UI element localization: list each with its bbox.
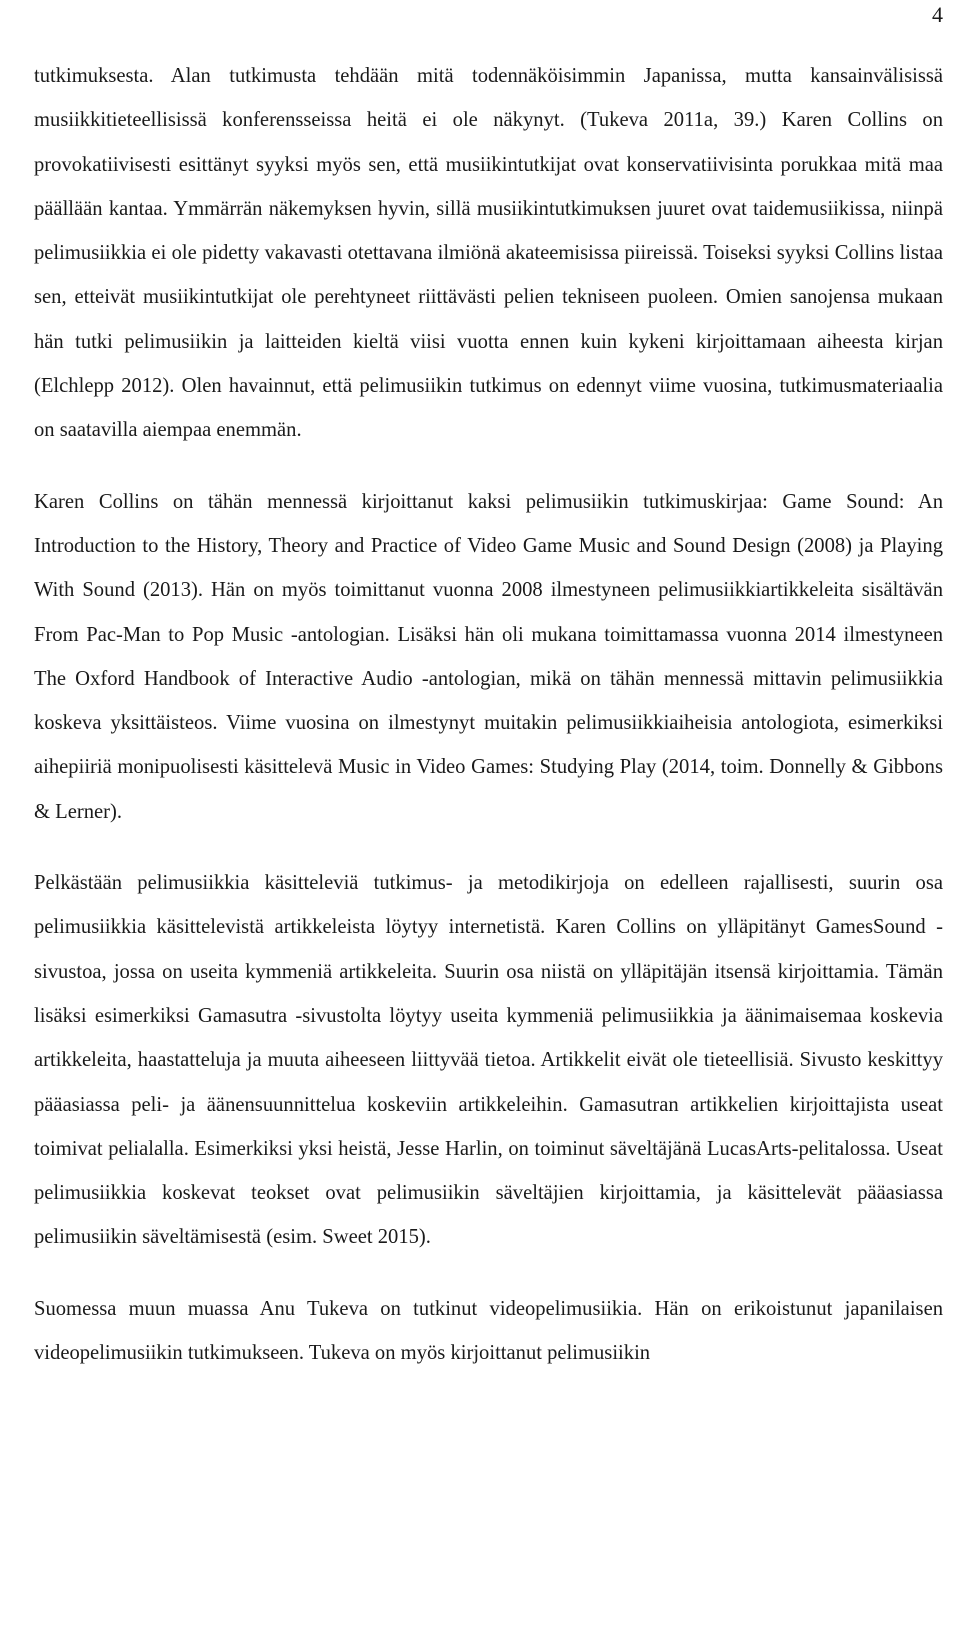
paragraph-2: Karen Collins on tähän mennessä kirjoittanut kaksi pelimusiikin tutkimuskirjaa: Game Sound: An Introduction to the History, Theory and Practice of Video Game Music and Sound Design (2008) ja Playing With Sound (2013). Hän on myös toimittanut vuonna 2008 ilmestyneen pelimusiikkiartikkeleita sisältävän From Pac-Man to Pop Music -antologian. Lisäksi hän oli mukana toimittamassa vuonna 2014 ilmestyneen The Oxford Handbook of Interactive Audio -antologian, mikä on tähän mennessä mittavin pelimusiikkia koskeva yksittäisteos. Viime vuosina on ilmestynyt muitakin pelimusiikkiaiheisia antologiota, esimerkiksi aihepiiriä monipuolisesti käsittelevä Music in Video Games: Studying Play (2014, toim. Donnelly & Gibbons & Lerner).: [34, 490, 943, 823]
document-body: [34, 54, 943, 1375]
paragraph-1: tutkimuksesta. Alan tutkimusta tehdään mitä todennäköisimmin Japanissa, mutta kansainvälisissä musiikkitieteellisissä konferensseissa heitä ei ole näkynyt. (Tukeva 2011a, 39.) Karen Collins on provokatiivisesti esittänyt syyksi myös sen, että musiikintutkijat ovat konservatiivisinta porukkaa mitä maa päällään kantaa. Ymmärrän näkemyksen hyvin, sillä musiikintutkimuksen juuret ovat taidemusiikissa, niinpä pelimusiikkia ei ole pidetty vakavasti otettavana ilmiönä akateemisissa piireissä. Toiseksi syyksi Collins listaa sen, etteivät musiikintutkijat ole perehtyneet riittävästi pelien tekniseen puoleen. Omien sanojensa mukaan hän tutki pelimusiikin ja laitteiden kieltä viisi vuotta ennen kuin kykeni kirjoittamaan aiheesta kirjan (Elchlepp 2012). Olen havainnut, että pelimusiikin tutkimus on edennyt viime vuosina, tutkimusmateriaalia on saatavilla aiempaa enemmän.: [34, 65, 943, 442]
paragraph-4: Suomessa muun muassa Anu Tukeva on tutkinut videopelimusiikia. Hän on erikoistunut japanilaisen videopelimusiikin tutkimukseen. Tukeva on myös kirjoittanut pelimusiikin: [34, 1297, 943, 1365]
page-number: 4: [932, 2, 943, 27]
paragraph-3: Pelkästään pelimusiikkia käsitteleviä tutkimus- ja metodikirjoja on edelleen rajallisesti, suurin osa pelimusiikkia käsittelevistä artikkeleista löytyy internetistä. Karen Collins on ylläpitänyt GamesSound -sivustoa, jossa on useita kymmeniä artikkeleita. Suurin osa niistä on ylläpitäjän itsensä kirjoittamia. Tämän lisäksi esimerkiksi Gamasutra -sivustolta löytyy useita kymmeniä pelimusiikkia ja äänimaisemaa koskevia artikkeleita, haastatteluja ja muuta aiheeseen liittyvää tietoa. Artikkelit eivät ole tieteellisiä. Sivusto keskittyy pääasiassa peli- ja äänensuunnittelua koskeviin artikkeleihin. Gamasutran artikkelien kirjoittajista useat toimivat pelialalla. Esimerkiksi yksi heistä, Jesse Harlin, on toiminut säveltäjänä LucasArts-pelitalossa. Useat pelimusiikkia koskevat teokset ovat pelimusiikin säveltäjien kirjoittamia, ja käsittelevät pääasiassa pelimusiikin säveltämisestä (esim. Sweet 2015).: [34, 872, 943, 1249]
